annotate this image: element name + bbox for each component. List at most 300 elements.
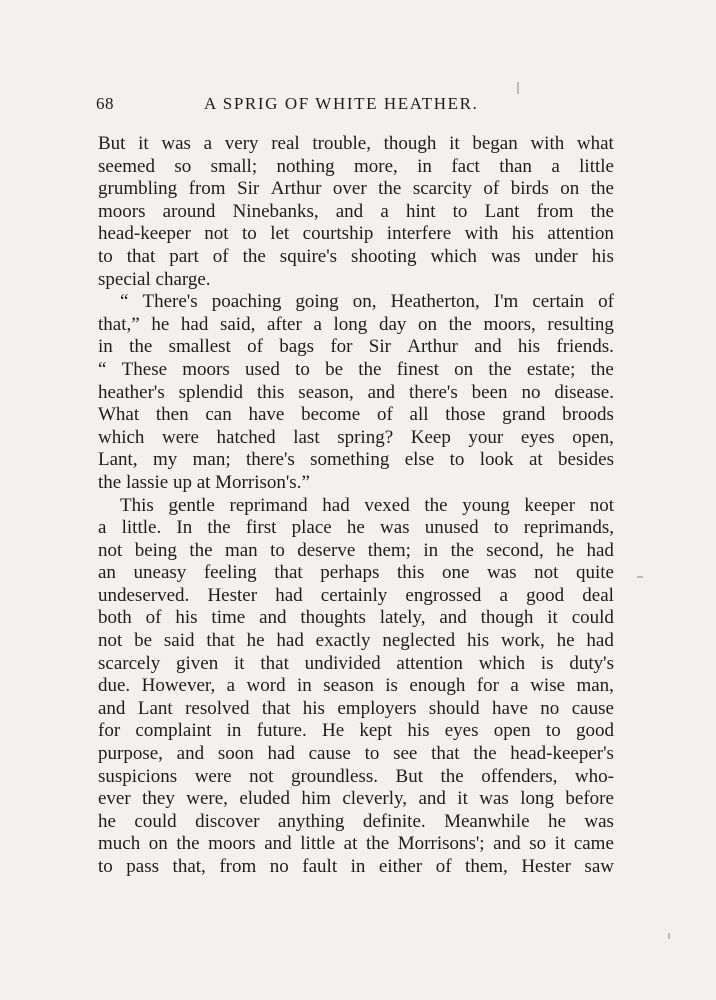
word: there's (245, 449, 295, 471)
text-line (98, 314, 614, 337)
word: little (300, 833, 336, 855)
word: season (323, 675, 374, 697)
word: look (479, 449, 514, 471)
word: all (409, 404, 429, 426)
word: to (241, 223, 257, 245)
word: offenders, (481, 765, 558, 787)
word: and (335, 200, 364, 222)
text-line (98, 269, 614, 292)
word: was (490, 245, 521, 267)
word: courtship (302, 223, 374, 245)
word: little. (121, 517, 162, 539)
word: had (275, 584, 303, 606)
running-title: A SPRIG OF WHITE HEATHER. (204, 94, 479, 113)
text-line (98, 178, 614, 201)
word: the (440, 765, 464, 787)
word: Heatherton, (390, 291, 480, 313)
word: been (471, 381, 508, 403)
text-line (98, 675, 614, 698)
word: Arthur (407, 336, 458, 358)
word: the (207, 517, 231, 539)
word: poaching (211, 291, 282, 313)
word: Sir (368, 336, 391, 358)
text-line (98, 246, 614, 269)
word: it (234, 652, 245, 674)
word: broods (562, 404, 614, 426)
word: the (473, 743, 497, 765)
word: had (586, 539, 614, 561)
word: squire's (279, 245, 338, 267)
word: real (271, 133, 300, 154)
word: “ (120, 291, 129, 313)
word: very (224, 133, 259, 154)
word: have (248, 404, 285, 426)
word: the (448, 313, 472, 335)
word: with (464, 223, 499, 245)
word: from (219, 856, 257, 877)
word: his (466, 630, 490, 652)
word: was (380, 517, 410, 539)
word: he (556, 630, 575, 652)
word: saw (584, 856, 614, 877)
word: given (176, 652, 219, 674)
word: to (449, 449, 465, 471)
word: his (591, 245, 614, 267)
word: was (161, 133, 191, 154)
word: moors (182, 358, 230, 380)
word: had (267, 743, 295, 765)
word: Arthur (270, 178, 322, 200)
word: to (270, 539, 285, 561)
word: a (203, 133, 213, 154)
text-line (98, 156, 614, 179)
word: resolved (185, 697, 250, 719)
word: he (548, 810, 566, 832)
word: heather's (98, 381, 165, 403)
word: young (462, 494, 510, 516)
word: else (404, 449, 435, 471)
text-line (98, 811, 614, 834)
word: pass (126, 856, 160, 877)
word: shooting (351, 245, 417, 267)
word: cause (571, 697, 614, 719)
word: engrossed (405, 584, 482, 606)
word: become (301, 404, 361, 426)
word: splendid (178, 381, 244, 403)
word: a (551, 155, 560, 177)
text-line (98, 766, 614, 789)
word: Lant (137, 697, 173, 719)
word: head-keeper (98, 223, 191, 245)
word: wise (530, 675, 566, 697)
word: lassie (125, 471, 173, 493)
word: could (571, 607, 614, 629)
word: perhaps (320, 562, 380, 584)
word: duty's (569, 652, 614, 674)
word: of (145, 607, 162, 629)
word: the (590, 358, 614, 380)
word: head-keeper's (510, 743, 614, 765)
word: of (483, 178, 500, 200)
word: at (528, 449, 543, 471)
word: and (367, 381, 396, 403)
word: your (468, 426, 504, 448)
word: he (151, 313, 170, 335)
word: deserve (297, 539, 356, 561)
word: that, (172, 856, 206, 877)
word: in (98, 336, 113, 358)
word: eluded (239, 788, 290, 810)
word: besides (558, 449, 614, 471)
word: second, (486, 539, 544, 561)
word: it (449, 133, 460, 154)
word: to (493, 517, 509, 539)
word: which (430, 245, 477, 267)
word: man; (192, 449, 231, 471)
word: small; (210, 155, 258, 177)
text-line (98, 517, 614, 540)
word: on, (352, 291, 377, 313)
word: is (540, 652, 554, 674)
word: a (499, 584, 508, 606)
text-line (98, 585, 614, 608)
word: in (423, 539, 439, 561)
word: no (269, 856, 289, 877)
word: open (493, 720, 531, 742)
word: This (120, 494, 154, 516)
paper-speck (668, 933, 670, 939)
word: on (418, 313, 438, 335)
word: a (380, 200, 389, 222)
text-line (98, 427, 614, 450)
word: this (256, 381, 285, 403)
word: little (579, 155, 614, 177)
word: estate; (526, 358, 576, 380)
word: gentle (168, 494, 215, 516)
word: due. (98, 675, 131, 697)
text-line (98, 291, 614, 314)
text-line (98, 630, 614, 653)
word: to (295, 358, 310, 380)
word: hatched (216, 426, 276, 448)
text-line (98, 540, 614, 563)
text-line (98, 562, 614, 585)
word: him (301, 788, 331, 810)
word: of (435, 856, 452, 877)
word: that (126, 245, 156, 267)
word: no (540, 697, 560, 719)
word: attention (547, 223, 614, 245)
word: birds (510, 178, 549, 200)
word: suspicions (98, 765, 178, 787)
word: was (479, 788, 509, 810)
word: on (560, 178, 580, 200)
word: both (98, 607, 132, 629)
word: good (575, 720, 614, 742)
word: began (472, 133, 518, 154)
word: that,” (98, 313, 140, 335)
word: than (499, 155, 532, 177)
word: that (274, 562, 303, 584)
word: see (393, 743, 418, 765)
word: reprimand (229, 494, 308, 516)
word: attention (396, 652, 463, 674)
word: to (545, 720, 561, 742)
word: up (172, 471, 197, 493)
word: grand (502, 404, 546, 426)
word: one (441, 562, 470, 584)
word: purpose, (98, 743, 163, 765)
word: thoughts (300, 607, 366, 629)
word: then (155, 404, 189, 426)
word: interfere (386, 223, 452, 245)
word: moors (208, 833, 256, 855)
word: of (376, 404, 393, 426)
word: before (565, 788, 614, 810)
word: in (417, 155, 432, 177)
word: in (297, 675, 312, 697)
word: in (350, 856, 366, 877)
word: fact (451, 155, 480, 177)
word: undivided (304, 652, 381, 674)
word: was (584, 810, 614, 832)
word: Hester (207, 584, 258, 606)
word: good (526, 584, 565, 606)
word: fault (302, 856, 338, 877)
word: the (488, 358, 512, 380)
word: What (98, 404, 140, 426)
word: uneasy (133, 562, 187, 584)
text-line (98, 720, 614, 743)
word: not (534, 562, 559, 584)
text-line (98, 336, 614, 359)
word: not (98, 630, 123, 652)
word: with (530, 133, 565, 154)
word: charge. (155, 268, 211, 290)
word: “ (98, 358, 107, 380)
word: undeserved. (98, 584, 190, 606)
word: the (424, 494, 448, 516)
word: kept (359, 720, 393, 742)
text-line (98, 856, 614, 879)
word: and (474, 336, 502, 358)
word: it (138, 133, 149, 154)
word: were, (186, 788, 228, 810)
text-line (98, 833, 614, 856)
word: of (212, 245, 229, 267)
word: But (395, 765, 423, 787)
word: he (98, 810, 116, 832)
word: and (418, 788, 446, 810)
word: had (586, 630, 614, 652)
word: it (547, 607, 558, 629)
word: and (493, 833, 521, 855)
text-line (98, 743, 614, 766)
word: There's (142, 291, 198, 313)
word: his (407, 720, 430, 742)
word: quite (576, 562, 614, 584)
word: under (534, 245, 578, 267)
word: said (163, 630, 195, 652)
word: let (270, 223, 290, 245)
word: These (121, 358, 168, 380)
word: grumbling (98, 178, 178, 200)
word: either (378, 856, 423, 877)
word: place (291, 517, 332, 539)
word: that (431, 743, 460, 765)
word: neglected (382, 630, 456, 652)
word: enough (409, 675, 466, 697)
word: what (576, 133, 614, 154)
word: exactly (315, 630, 371, 652)
word: Keep (410, 426, 451, 448)
word: eyes (444, 720, 479, 742)
word: who- (574, 765, 614, 787)
word: But (98, 133, 126, 154)
word: something (310, 449, 390, 471)
word: had (322, 494, 350, 516)
word: nothing (276, 155, 335, 177)
word: so (529, 833, 547, 855)
word: it (457, 788, 468, 810)
word: certainly (320, 584, 388, 606)
body-text (98, 133, 614, 879)
word: man (224, 539, 258, 561)
word: my (152, 449, 178, 471)
word: discover (195, 810, 260, 832)
word: was (487, 562, 517, 584)
word: over (332, 178, 367, 200)
word: that (260, 652, 289, 674)
word: his (517, 336, 541, 358)
word: them, (465, 856, 508, 877)
word: open, (572, 426, 614, 448)
word: employers (337, 697, 417, 719)
word: he (346, 517, 365, 539)
word: In (176, 517, 193, 539)
word: going (295, 291, 339, 313)
word: seemed (98, 155, 155, 177)
word: reprimands, (523, 517, 614, 539)
word: is (385, 675, 398, 697)
word: eyes (520, 426, 555, 448)
word: which (98, 426, 145, 448)
text-line (98, 495, 614, 518)
word: Meanwhile (444, 810, 530, 832)
word: unused (424, 517, 479, 539)
word: man, (576, 675, 614, 697)
word: keeper (524, 494, 576, 516)
word: for (98, 720, 121, 742)
word: not (98, 539, 123, 561)
word: Ninebanks, (232, 200, 319, 222)
word: I'm (493, 291, 519, 313)
word: vexed (364, 494, 410, 516)
word: be (325, 358, 344, 380)
word: the (98, 471, 126, 493)
word: of (598, 291, 614, 313)
word: soon (217, 743, 254, 765)
word: However, (141, 675, 216, 697)
text-line (98, 359, 614, 382)
word: complaint (135, 720, 212, 742)
word: there's (408, 381, 458, 403)
word: it (554, 833, 566, 855)
word: He (321, 720, 345, 742)
word: part (169, 245, 199, 267)
word: the (365, 833, 390, 855)
word: trouble, (312, 133, 371, 154)
word: finest (396, 358, 439, 380)
word: not (249, 765, 274, 787)
word: which (478, 652, 526, 674)
page-header (96, 94, 622, 120)
word: after (266, 313, 302, 335)
word: came (573, 833, 614, 855)
word: the (450, 539, 474, 561)
word: lately, (379, 607, 426, 629)
word: on (148, 833, 168, 855)
word: around (162, 200, 216, 222)
word: certain (532, 291, 585, 313)
word: an (98, 562, 116, 584)
text-line (98, 223, 614, 246)
word: and (439, 607, 467, 629)
word: the (189, 539, 213, 561)
word: word (246, 675, 286, 697)
word: the (242, 245, 266, 267)
word: from (536, 200, 574, 222)
paper-speck (517, 82, 519, 94)
word: to (98, 245, 113, 267)
word: a (510, 675, 519, 697)
word: of (247, 336, 263, 358)
word: moors (98, 200, 146, 222)
word: he (556, 539, 575, 561)
word: bags (279, 336, 315, 358)
word: and (264, 833, 292, 855)
word: resulting (547, 313, 614, 335)
word: much (98, 833, 141, 855)
word: Lant, (98, 449, 138, 471)
word: be (134, 630, 153, 652)
word: the (176, 833, 200, 855)
text-line (98, 607, 614, 630)
word: have (492, 697, 528, 719)
word: this (396, 562, 425, 584)
word: last (293, 426, 320, 448)
word: in (226, 720, 242, 742)
word: groundless. (290, 765, 379, 787)
word: cause (308, 743, 351, 765)
word: anything (277, 810, 345, 832)
word: ever (98, 788, 131, 810)
page-number: 68 (96, 94, 114, 113)
word: Morrisons'; (397, 833, 485, 855)
word: they (142, 788, 175, 810)
word: being (134, 539, 177, 561)
word: friends. (556, 336, 614, 358)
text-line (98, 698, 614, 721)
word: to (364, 743, 380, 765)
word: them; (367, 539, 411, 561)
word: the (590, 178, 614, 200)
text-line (98, 404, 614, 427)
word: time (211, 607, 246, 629)
word: disease. (554, 381, 614, 403)
word: hint (405, 200, 436, 222)
word: his (511, 223, 534, 245)
